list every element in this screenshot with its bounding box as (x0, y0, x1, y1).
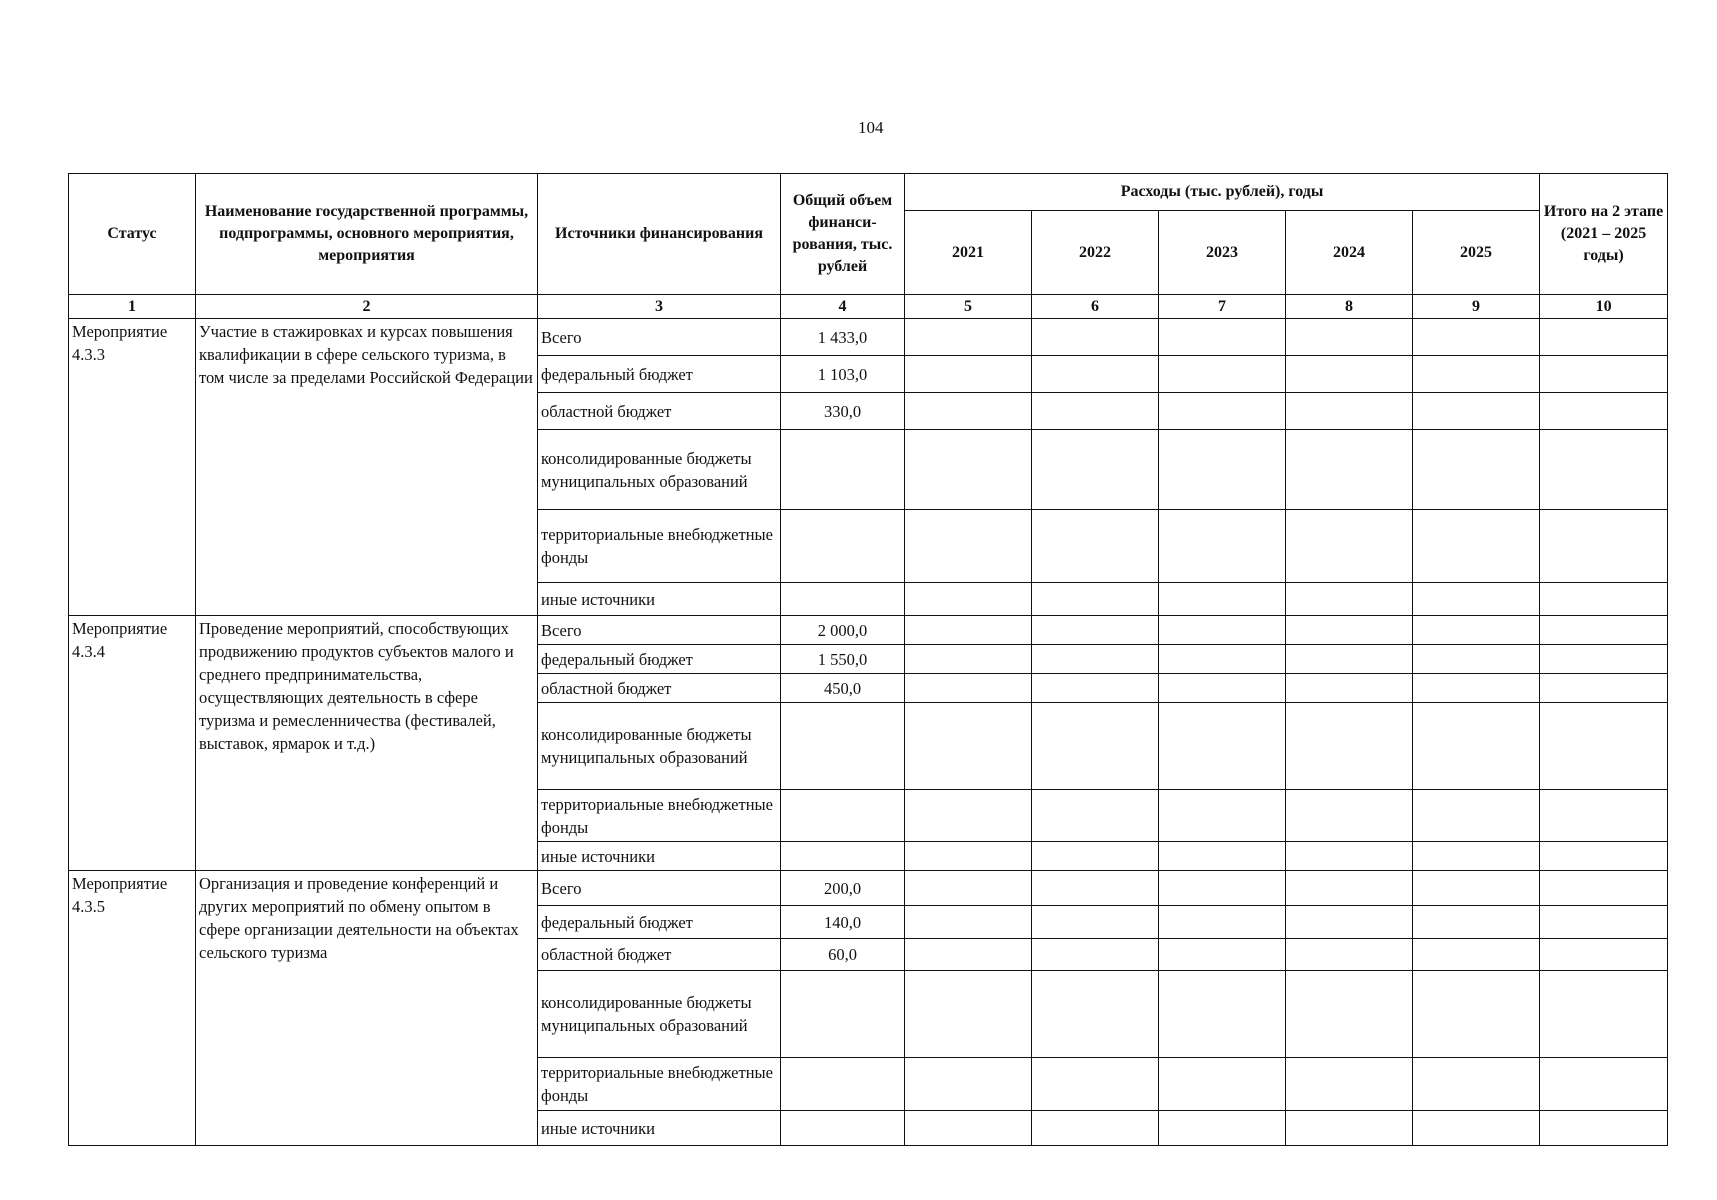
year-amount (905, 1111, 1032, 1146)
year-amount (1413, 790, 1540, 842)
funding-source: областной бюджет (538, 393, 781, 430)
year-amount (1159, 842, 1286, 871)
year-amount (905, 703, 1032, 790)
year-amount (1032, 871, 1159, 906)
year-amount (1286, 645, 1413, 674)
total-funding: 330,0 (781, 393, 905, 430)
year-amount (905, 1058, 1032, 1111)
itogo-amount (1540, 356, 1668, 393)
funding-source: федеральный бюджет (538, 906, 781, 939)
total-funding (781, 510, 905, 583)
year-amount (905, 674, 1032, 703)
year-amount (1032, 510, 1159, 583)
year-amount (905, 319, 1032, 356)
itogo-amount (1540, 510, 1668, 583)
year-amount (1286, 616, 1413, 645)
year-amount (1413, 1058, 1540, 1111)
year-amount (1413, 674, 1540, 703)
year-amount (1413, 616, 1540, 645)
year-amount (1413, 393, 1540, 430)
year-amount (1032, 971, 1159, 1058)
total-funding (781, 1111, 905, 1146)
total-funding (781, 790, 905, 842)
itogo-amount (1540, 703, 1668, 790)
total-funding (781, 971, 905, 1058)
event-name: Участие в стажировках и курсах повышения квалификации в сфере сельского туризма, в том числе за пределами Российской Федерации (196, 319, 538, 616)
year-amount (1159, 906, 1286, 939)
event-name: Проведение мероприятий, способствующих продвижению продуктов субъектов малого и среднего предпринимательства, осуществляющих деятельность в сфере туризма и ремесленничества (фестивалей, выставок, ярмарок и т.д.) (196, 616, 538, 871)
table-row (69, 871, 1668, 906)
total-funding: 200,0 (781, 871, 905, 906)
column-number: 7 (1159, 295, 1286, 319)
funding-source: областной бюджет (538, 939, 781, 971)
year-amount (1286, 583, 1413, 616)
year-amount (1286, 1058, 1413, 1111)
column-number: 4 (781, 295, 905, 319)
year-amount (1159, 674, 1286, 703)
year-amount (1286, 430, 1413, 510)
header-sources: Источники финансирования (538, 174, 781, 295)
itogo-amount (1540, 971, 1668, 1058)
header-year: 2022 (1032, 211, 1159, 295)
funding-source: консолидированные бюджеты муниципальных образований (538, 971, 781, 1058)
year-amount (1032, 430, 1159, 510)
year-amount (1413, 871, 1540, 906)
year-amount (1032, 906, 1159, 939)
year-amount (905, 842, 1032, 871)
year-amount (905, 871, 1032, 906)
funding-source: Всего (538, 871, 781, 906)
itogo-amount (1540, 616, 1668, 645)
year-amount (1159, 790, 1286, 842)
year-amount (1032, 1111, 1159, 1146)
year-amount (1032, 393, 1159, 430)
event-status: Мероприятие 4.3.4 (69, 616, 196, 871)
year-amount (1032, 319, 1159, 356)
total-funding: 1 433,0 (781, 319, 905, 356)
year-amount (905, 971, 1032, 1058)
year-amount (1032, 842, 1159, 871)
year-amount (905, 616, 1032, 645)
column-number: 1 (69, 295, 196, 319)
funding-source: консолидированные бюджеты муниципальных образований (538, 430, 781, 510)
column-number: 8 (1286, 295, 1413, 319)
year-amount (1286, 703, 1413, 790)
header-itogo: Итого на 2 этапе (2021 – 2025 годы) (1540, 174, 1668, 295)
itogo-amount (1540, 393, 1668, 430)
total-funding (781, 703, 905, 790)
itogo-amount (1540, 906, 1668, 939)
funding-source: областной бюджет (538, 674, 781, 703)
year-amount (1286, 510, 1413, 583)
year-amount (1413, 906, 1540, 939)
funding-source: консолидированные бюджеты муниципальных образований (538, 703, 781, 790)
year-amount (905, 790, 1032, 842)
year-amount (1159, 583, 1286, 616)
total-funding: 140,0 (781, 906, 905, 939)
year-amount (1032, 674, 1159, 703)
total-funding: 2 000,0 (781, 616, 905, 645)
year-amount (905, 430, 1032, 510)
table-row (69, 319, 1668, 356)
column-number-row (69, 295, 1668, 319)
year-amount (905, 356, 1032, 393)
funding-source: иные источники (538, 1111, 781, 1146)
financing-table (68, 173, 1668, 1146)
year-amount (1413, 842, 1540, 871)
year-amount (1159, 510, 1286, 583)
year-amount (1413, 645, 1540, 674)
year-amount (1413, 703, 1540, 790)
total-funding: 60,0 (781, 939, 905, 971)
year-amount (1286, 674, 1413, 703)
header-year: 2025 (1413, 211, 1540, 295)
year-amount (1032, 939, 1159, 971)
year-amount (1159, 430, 1286, 510)
year-amount (1032, 616, 1159, 645)
year-amount (1032, 1058, 1159, 1111)
year-amount (905, 510, 1032, 583)
itogo-amount (1540, 1111, 1668, 1146)
year-amount (1413, 583, 1540, 616)
year-amount (905, 939, 1032, 971)
year-amount (1032, 703, 1159, 790)
itogo-amount (1540, 674, 1668, 703)
year-amount (1159, 645, 1286, 674)
year-amount (1032, 356, 1159, 393)
year-amount (1032, 790, 1159, 842)
year-amount (905, 645, 1032, 674)
funding-source: территориальные внебюджетные фонды (538, 790, 781, 842)
year-amount (1032, 583, 1159, 616)
year-amount (1286, 871, 1413, 906)
year-amount (1413, 1111, 1540, 1146)
year-amount (1159, 871, 1286, 906)
column-number: 9 (1413, 295, 1540, 319)
event-status: Мероприятие 4.3.5 (69, 871, 196, 1146)
header-year: 2021 (905, 211, 1032, 295)
page-number: 104 (858, 118, 884, 137)
column-number: 5 (905, 295, 1032, 319)
year-amount (1159, 1111, 1286, 1146)
year-amount (1286, 1111, 1413, 1146)
column-number: 6 (1032, 295, 1159, 319)
itogo-amount (1540, 871, 1668, 906)
header-year: 2023 (1159, 211, 1286, 295)
year-amount (1286, 906, 1413, 939)
header-status: Статус (69, 174, 196, 295)
event-status: Мероприятие 4.3.3 (69, 319, 196, 616)
funding-source: иные источники (538, 583, 781, 616)
year-amount (1413, 319, 1540, 356)
itogo-amount (1540, 939, 1668, 971)
funding-source: Всего (538, 616, 781, 645)
year-amount (1286, 356, 1413, 393)
total-funding (781, 842, 905, 871)
event-name: Организация и проведение конференций и других мероприятий по обмену опытом в сфере организации деятельности на объектах сельского туризма (196, 871, 538, 1146)
total-funding: 1 103,0 (781, 356, 905, 393)
year-amount (905, 393, 1032, 430)
table-row (69, 616, 1668, 645)
total-funding (781, 430, 905, 510)
year-amount (1159, 356, 1286, 393)
year-amount (1159, 939, 1286, 971)
year-amount (1286, 319, 1413, 356)
year-amount (1286, 790, 1413, 842)
year-amount (1159, 393, 1286, 430)
header-year: 2024 (1286, 211, 1413, 295)
funding-source: иные источники (538, 842, 781, 871)
year-amount (1413, 510, 1540, 583)
column-number: 3 (538, 295, 781, 319)
total-funding: 450,0 (781, 674, 905, 703)
header-name: Наименование государственной программы, подпрограммы, основного мероприятия, мероприятия (196, 174, 538, 295)
itogo-amount (1540, 319, 1668, 356)
itogo-amount (1540, 645, 1668, 674)
year-amount (1286, 842, 1413, 871)
column-number: 10 (1540, 295, 1668, 319)
year-amount (1286, 939, 1413, 971)
itogo-amount (1540, 790, 1668, 842)
total-funding (781, 583, 905, 616)
funding-source: Всего (538, 319, 781, 356)
year-amount (1159, 971, 1286, 1058)
itogo-amount (1540, 430, 1668, 510)
year-amount (1413, 430, 1540, 510)
year-amount (1159, 319, 1286, 356)
header-total: Общий объем финанси-рования, тыс. рублей (781, 174, 905, 295)
itogo-amount (1540, 842, 1668, 871)
itogo-amount (1540, 1058, 1668, 1111)
year-amount (1286, 971, 1413, 1058)
total-funding (781, 1058, 905, 1111)
year-amount (1286, 393, 1413, 430)
header-expenses: Расходы (тыс. рублей), годы (905, 174, 1540, 211)
funding-source: территориальные внебюджетные фонды (538, 1058, 781, 1111)
year-amount (905, 906, 1032, 939)
column-number: 2 (196, 295, 538, 319)
year-amount (1413, 356, 1540, 393)
itogo-amount (1540, 583, 1668, 616)
funding-source: территориальные внебюджетные фонды (538, 510, 781, 583)
funding-source: федеральный бюджет (538, 645, 781, 674)
year-amount (1159, 703, 1286, 790)
year-amount (1032, 645, 1159, 674)
year-amount (1159, 616, 1286, 645)
year-amount (905, 583, 1032, 616)
total-funding: 1 550,0 (781, 645, 905, 674)
funding-source: федеральный бюджет (538, 356, 781, 393)
year-amount (1413, 939, 1540, 971)
year-amount (1159, 1058, 1286, 1111)
year-amount (1413, 971, 1540, 1058)
